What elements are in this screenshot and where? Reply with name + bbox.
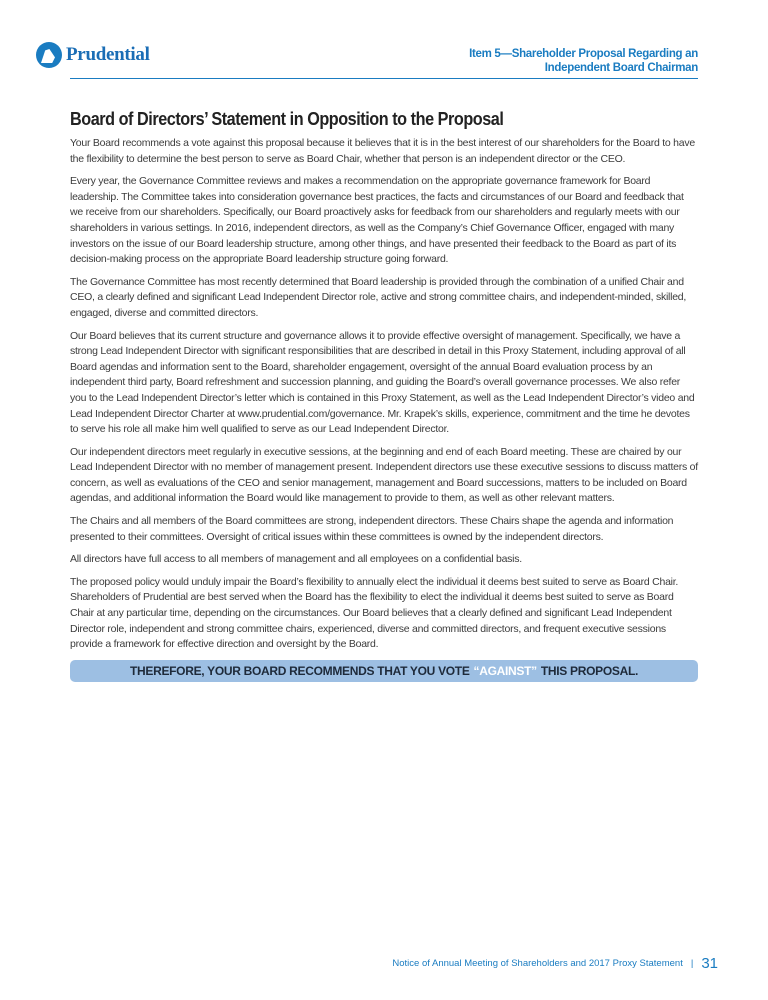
paragraph: The Chairs and all members of the Board committees are strong, independent directors. These Chairs shape the agenda and information presented to their committees. Oversight of critical issues within these committees is owned by the independent directors. [70,515,674,543]
section-title-line2: Independent Board Chairman [544,62,698,74]
paragraph: Your Board recommends a vote against this proposal because it believes that it is in the best interest of our shareholders for the Board to have the flexibility to determine the best person to serve as Board Chair, whether that person is an independent director or the CEO. [70,137,695,165]
rock-icon [36,42,62,68]
section-title [469,47,698,75]
page-heading: Board of Directors’ Statement in Opposition to the Proposal [70,109,504,129]
main-content [70,109,698,682]
banner-text: THEREFORE, YOUR BOARD RECOMMENDS THAT YOU VOTE [129,663,470,678]
paragraph: Our independent directors meet regularly in executive sessions, at the beginning and end of each Board meeting. These are chaired by our Lead Independent Director with no member of management present. Independent directors use these executive sessions to discuss matters of concern, as well as evaluations of the CEO and senior management, management and Board successions, matters to be included on Board agendas, and additional information the Board would like management to provide to them, as well as other relevant matters. [70,445,698,505]
footer-text: Notice of Annual Meeting of Shareholders and 2017 Proxy Statement [392,958,683,969]
footer-separator: | [690,958,694,969]
page-number: 31 [701,955,718,972]
banner-text-end: THIS PROPOSAL. [540,663,639,678]
paragraph: Every year, the Governance Committee reviews and makes a recommendation on the appropriate governance framework for Board leadership. The Committee takes into consideration governance best practices, the facts and circumstances of our Board and feedback that we receive from our shareholders. Specifically, our Board proactively asks for feedback from our shareholders and regularly meets with our shareholders in various settings. In 2016, independent directors, as well as the Company’s Chief Governance Officer, engaged with many investors on the issue of our Board leadership structure, among other things, and have presented their feedback to the Board as part of its decision-making process on the appropriate Board leadership structure going forward. [70,175,684,266]
paragraph: The proposed policy would unduly impair the Board’s flexibility to annually elect the individual it deems best suited to serve as Board Chair. Shareholders of Prudential are best served when the Board has the flexibility to elect the individual it deems best suited to serve as Board Chair at any particular time, depending on the circumstances. Our Board believes that a clearly defined and significant Lead Independent Director role, independent and strong committee chairs, experienced, diverse and committed directors, and frequent executive sessions provide a framework for effective direction and oversight by the Board. [70,575,679,651]
banner-highlight: “AGAINST” [473,663,537,678]
logo-text: Prudential [66,44,150,65]
section-title-line1: Item 5—Shareholder Proposal Regarding an [469,48,698,60]
paragraph: All directors have full access to all members of management and all employees on a confidential basis. [70,553,522,566]
paragraph: The Governance Committee has most recently determined that Board leadership is provided through the combination of a unified Chair and CEO, a clearly defined and significant Lead Independent Director role, active and strong committee chairs, and independent-minded, skilled, engaged, diverse and committed directors. [70,275,687,319]
header-divider [70,78,698,79]
recommendation-banner [70,660,698,682]
prudential-logo [36,42,150,68]
footer [392,955,718,972]
paragraph: Our Board believes that its current structure and governance allows it to provide effective oversight of management. Specifically, we have a strong Lead Independent Director with significant responsibilities that are described in detail in this Proxy Statement, including approval of all Board agendas and information sent to the Board, shareholder engagement, oversight of the annual Board evaluation process by an independent third party, Board refreshment and succession planning, and guiding the Board’s overall governance processes. We also refer you to the Lead Independent Director’s letter which is contained in this Proxy Statement, as well as the Lead Independent Director’s video and Lead Independent Director Charter at www.prudential.com/governance. Mr. Krapek’s skills, experience, commitment and the time he devotes to serve his role all make him well qualified to serve as our Lead Independent Director. [70,329,695,436]
